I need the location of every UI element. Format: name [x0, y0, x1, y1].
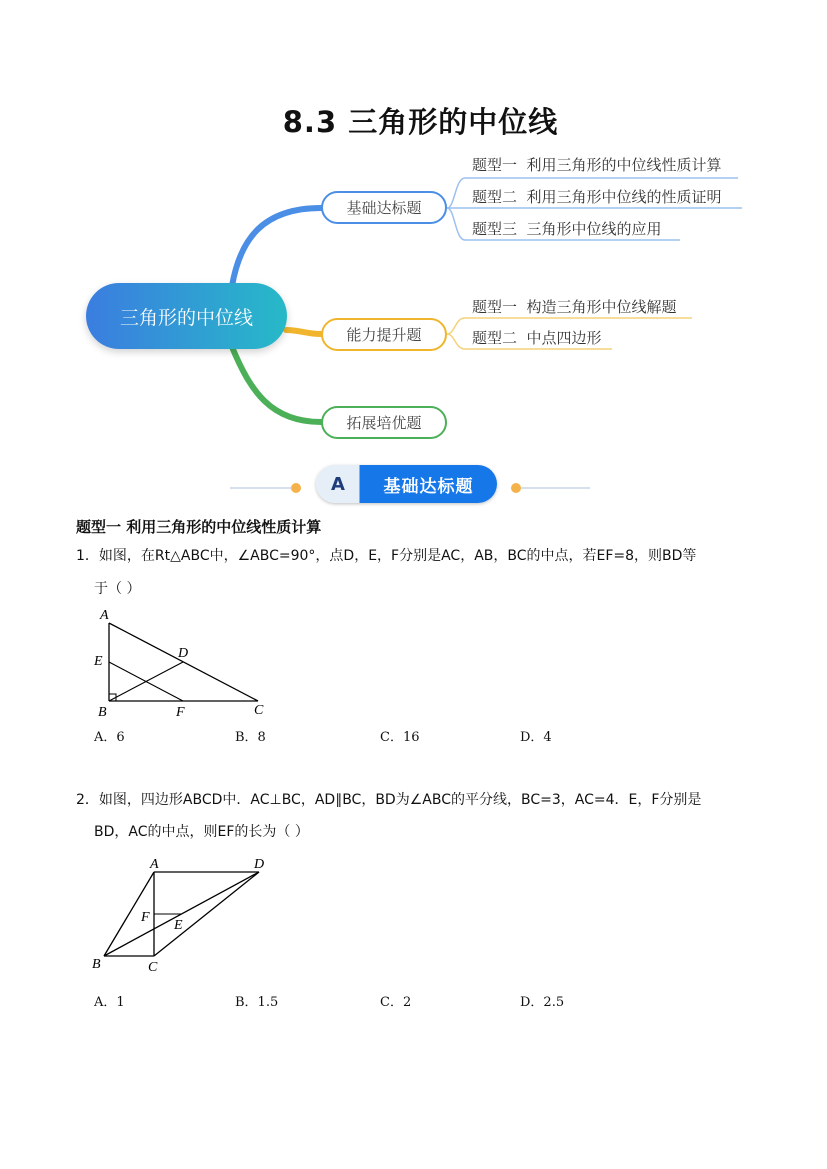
leaf-advanced-2: 题型二 中点四边形 [472, 329, 602, 347]
branch-extension: 拓展培优题 [321, 406, 447, 439]
section-label: 基础达标题 [383, 476, 474, 497]
q2-label-f: F [141, 910, 150, 925]
question-1-line2: 于（ ） [94, 581, 141, 597]
q2-label-c: C [148, 960, 158, 975]
connector-basic [232, 208, 321, 286]
q2-option-a[interactable]: A．1 [94, 995, 125, 1010]
q2-option-d[interactable]: D．2.5 [520, 995, 565, 1010]
connector-extension [232, 347, 321, 422]
q2-label-a: A [150, 857, 159, 872]
q2-option-c[interactable]: C．2 [380, 995, 412, 1010]
question-1-figure [90, 605, 280, 720]
branch-advanced: 能力提升题 [321, 318, 447, 351]
q1-option-d[interactable]: D．4 [520, 730, 552, 745]
q1-option-c[interactable]: C．16 [380, 730, 420, 745]
q1-option-a[interactable]: A．6 [94, 730, 125, 745]
leaf-advanced-1: 题型一 构造三角形中位线解题 [472, 298, 677, 316]
leaf-basic-2: 题型二 利用三角形中位线的性质证明 [472, 188, 722, 206]
section-letter: A [331, 473, 345, 495]
mindmap-connectors [0, 0, 827, 470]
question-1-line1: 1．如图，在Rt△ABC中，∠ABC=90°，点D，E，F分别是AC，AB，BC的中点，若EF=8，则BD等 [76, 548, 697, 564]
page-title: 8.3 三角形的中位线 [282, 105, 559, 139]
q2-label-b: B [92, 957, 101, 972]
q2-option-b[interactable]: B．1.5 [235, 995, 279, 1010]
leaf-basic-3: 题型三 三角形中位线的应用 [472, 220, 662, 238]
q1-label-b: B [98, 705, 107, 720]
question-2-line2: BD，AC的中点，则EF的长为（ ） [94, 824, 309, 840]
q2-label-e: E [174, 918, 183, 933]
q2-label-d: D [254, 857, 265, 872]
question-2-line1: 2．如图，四边形ABCD中．AC⊥BC，AD∥BC，BD为∠ABC的平分线，BC=3，AC=4．E，F分别是 [76, 792, 702, 808]
connector-advanced [286, 330, 321, 334]
q1-label-f: F [176, 705, 185, 720]
q1-label-d: D [178, 646, 189, 661]
mindmap-center-node: 三角形的中位线 [86, 283, 287, 349]
q1-label-c: C [254, 703, 264, 718]
q1-option-b[interactable]: B．8 [235, 730, 266, 745]
branch-basic: 基础达标题 [321, 191, 447, 224]
question-2-figure [88, 852, 278, 977]
q1-label-e: E [94, 654, 103, 669]
type-heading: 题型一 利用三角形的中位线性质计算 [76, 518, 322, 536]
leaf-basic-1: 题型一 利用三角形的中位线性质计算 [472, 156, 722, 174]
q1-label-a: A [100, 608, 109, 623]
